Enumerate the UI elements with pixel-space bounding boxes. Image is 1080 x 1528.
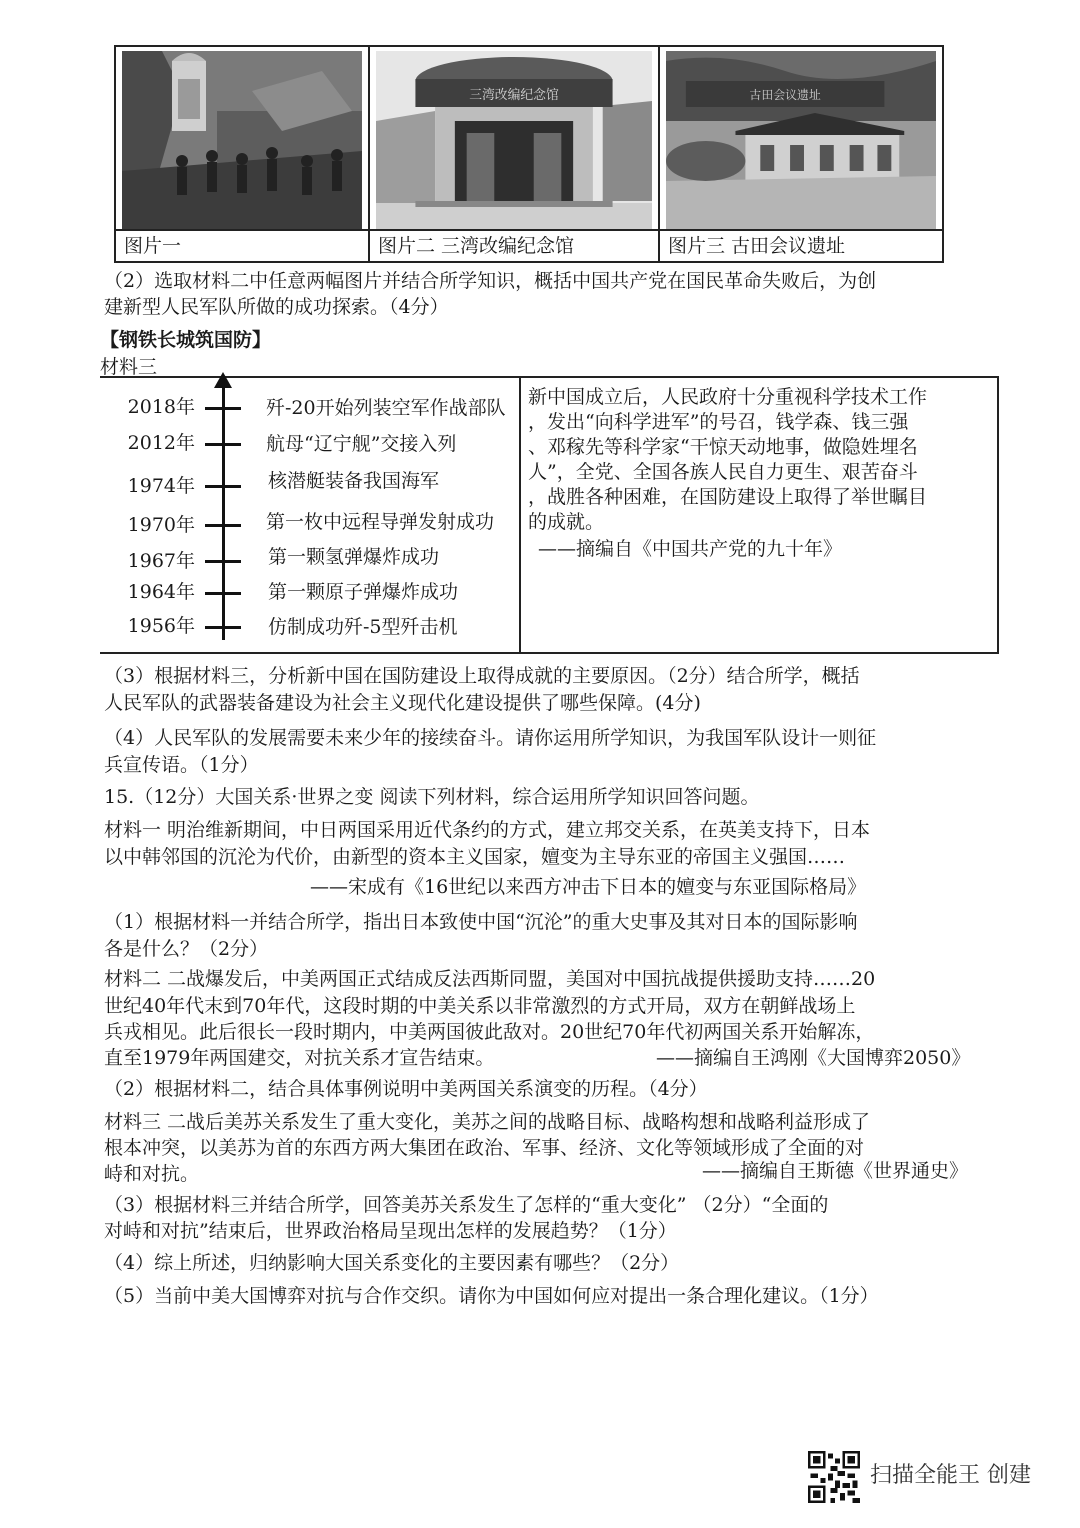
timeline-year: 1967年	[127, 550, 195, 572]
photo-3-caption: 图片三 古田会议遗址	[660, 229, 942, 261]
timeline-axis	[222, 386, 225, 640]
q15-material-3-line3: 峙和对抗。	[104, 1163, 200, 1185]
material-3-label: 材料三	[100, 356, 158, 378]
photo-table	[114, 45, 944, 263]
timeline-year: 1970年	[127, 514, 195, 536]
timeline-event: 第一颗原子弹爆炸成功	[268, 581, 459, 603]
timeline-event: 歼-20开始列装空军作战部队	[266, 397, 506, 419]
timeline-tick	[205, 443, 241, 446]
qr-code-icon	[808, 1451, 860, 1503]
timeline-year: 2018年	[127, 396, 195, 418]
q15-material-1-line1: 材料一 明治维新期间，中日两国采用近代条约的方式，建立邦交关系，在英美支持下，日本	[104, 819, 871, 841]
q15-material-2-line4: 直至1979年两国建交，对抗关系才宣告结束。	[104, 1047, 495, 1069]
q15-material-2-line2: 世纪40年代末到70年代，这段时期的中美关系以非常激烈的方式开局，双方在朝鲜战场上	[104, 995, 856, 1017]
material-3-quote-line: 人”，全党、全国各族人民自力更生、艰苦奋斗	[528, 461, 918, 483]
q15-question-1-line1: （1）根据材料一并结合所学，指出日本致使中国“沉沦”的重大史事及其对日本的国际影响	[104, 911, 858, 933]
q15-question-1-line2: 各是什么？（2分）	[104, 938, 269, 960]
q15-question-3-line1: （3）根据材料三并结合所学，回答美苏关系发生了怎样的“重大变化” （2分）“全面的	[104, 1194, 829, 1216]
timeline-year: 1956年	[127, 615, 195, 637]
photo-cell-3	[658, 47, 942, 261]
question-2-line1: （2）选取材料二中任意两幅图片并结合所学知识，概括中国共产党在国民革命失败后，为创	[104, 270, 877, 292]
timeline-year: 2012年	[127, 432, 195, 454]
material-3-quote-line: 新中国成立后，人民政府十分重视科学技术工作	[528, 386, 928, 408]
timeline-tick	[205, 592, 241, 595]
section-title: 【钢铁长城筑国防】	[100, 329, 272, 351]
question-4-line1: （4）人民军队的发展需要未来少年的接续奋斗。请你运用所学知识，为我国军队设计一则征	[104, 727, 877, 749]
q15-material-1-line2: 以中韩邻国的沉沦为代价，由新型的资本主义国家，嬗变为主导东亚的帝国主义强国……	[104, 846, 846, 868]
photo-cell-2	[368, 47, 658, 261]
timeline-tick	[205, 560, 241, 563]
q15-material-3-source: ——摘编自王斯德《世界通史》	[702, 1160, 969, 1182]
timeline-tick	[205, 524, 241, 527]
material-3-quote-line: ，战胜各种困难，在国防建设上取得了举世瞩目	[528, 486, 928, 508]
question-2-line2: 建新型人民军队所做的成功探索。（4分）	[104, 296, 449, 318]
timeline-tick	[205, 407, 241, 410]
q15-question-2: （2）根据材料二，结合具体事例说明中美两国关系演变的历程。（4分）	[104, 1078, 708, 1100]
photo-cell-1	[116, 47, 368, 261]
question-3-line2: 人民军队的武器装备建设为社会主义现代化建设提供了哪些保障。(4分)	[104, 692, 701, 714]
timeline-event: 航母“辽宁舰”交接入列	[266, 433, 457, 455]
photo-1-image	[122, 51, 362, 231]
material-3-quote-line: 的成就。	[528, 511, 605, 533]
photo-2-sign: 三湾改编纪念馆	[469, 87, 559, 104]
q15-material-1-source: ——宋成有《16世纪以来西方冲击下日本的嬗变与东亚国际格局》	[310, 876, 867, 898]
material-3-divider	[519, 376, 521, 654]
q15-question-3-line2: 对峙和对抗”结束后，世界政治格局呈现出怎样的发展趋势？（1分）	[104, 1220, 677, 1242]
photo-2-caption: 图片二 三湾改编纪念馆	[370, 229, 658, 261]
photo-2-image	[376, 51, 652, 231]
question-4-line2: 兵宣传语。（1分）	[104, 754, 259, 776]
timeline-event: 核潜艇装备我国海军	[268, 470, 440, 492]
question-15-heading: 15.（12分）大国关系·世界之变 阅读下列材料，综合运用所学知识回答问题。	[104, 786, 760, 808]
q15-question-5: （5）当前中美大国博弈对抗与合作交织。请你为中国如何应对提出一条合理化建议。（1分）	[104, 1285, 879, 1307]
timeline-tick	[205, 626, 241, 629]
timeline-tick	[205, 485, 241, 488]
material-3-quote-line: ，发出“向科学进军”的号召，钱学森、钱三强	[528, 411, 909, 433]
material-3-quote-line: 、邓稼先等科学家“干惊天动地事，做隐姓埋名	[528, 436, 918, 458]
q15-material-3-line2: 根本冲突，以美苏为首的东西方两大集团在政治、军事、经济、文化等领域形成了全面的对	[104, 1137, 865, 1159]
q15-question-4: （4）综上所述，归纳影响大国关系变化的主要因素有哪些？（2分）	[104, 1252, 680, 1274]
q15-material-3-line1: 材料三 二战后美苏关系发生了重大变化，美苏之间的战略目标、战略构想和战略利益形成了	[104, 1111, 871, 1133]
q15-material-2-line3: 兵戎相见。此后很长一段时期内，中美两国彼此敌对。20世纪70年代初两国关系开始解冻，	[104, 1021, 875, 1043]
timeline-year: 1974年	[127, 475, 195, 497]
photo-3-sign: 古田会议遗址	[749, 87, 821, 103]
timeline-event: 第一枚中远程导弹发射成功	[266, 511, 495, 533]
photo-1-caption: 图片一	[116, 229, 368, 261]
q15-material-2-source: ——摘编自王鸿刚《大国博弈2050》	[656, 1047, 971, 1069]
q15-material-2-line1: 材料二 二战爆发后，中美两国正式结成反法西斯同盟，美国对中国抗战提供援助支持……20	[104, 968, 876, 990]
question-3-line1: （3）根据材料三，分析新中国在国防建设上取得成就的主要原因。（2分）结合所学，概括	[104, 665, 860, 687]
scanner-watermark: 扫描全能王 创建	[870, 1463, 1031, 1488]
timeline-year: 1964年	[127, 581, 195, 603]
timeline-event: 仿制成功歼-5型歼击机	[268, 616, 458, 638]
photo-3-image	[666, 51, 936, 231]
material-3-source: ——摘编自《中国共产党的九十年》	[538, 538, 843, 560]
timeline-event: 第一颗氢弹爆炸成功	[268, 546, 440, 568]
